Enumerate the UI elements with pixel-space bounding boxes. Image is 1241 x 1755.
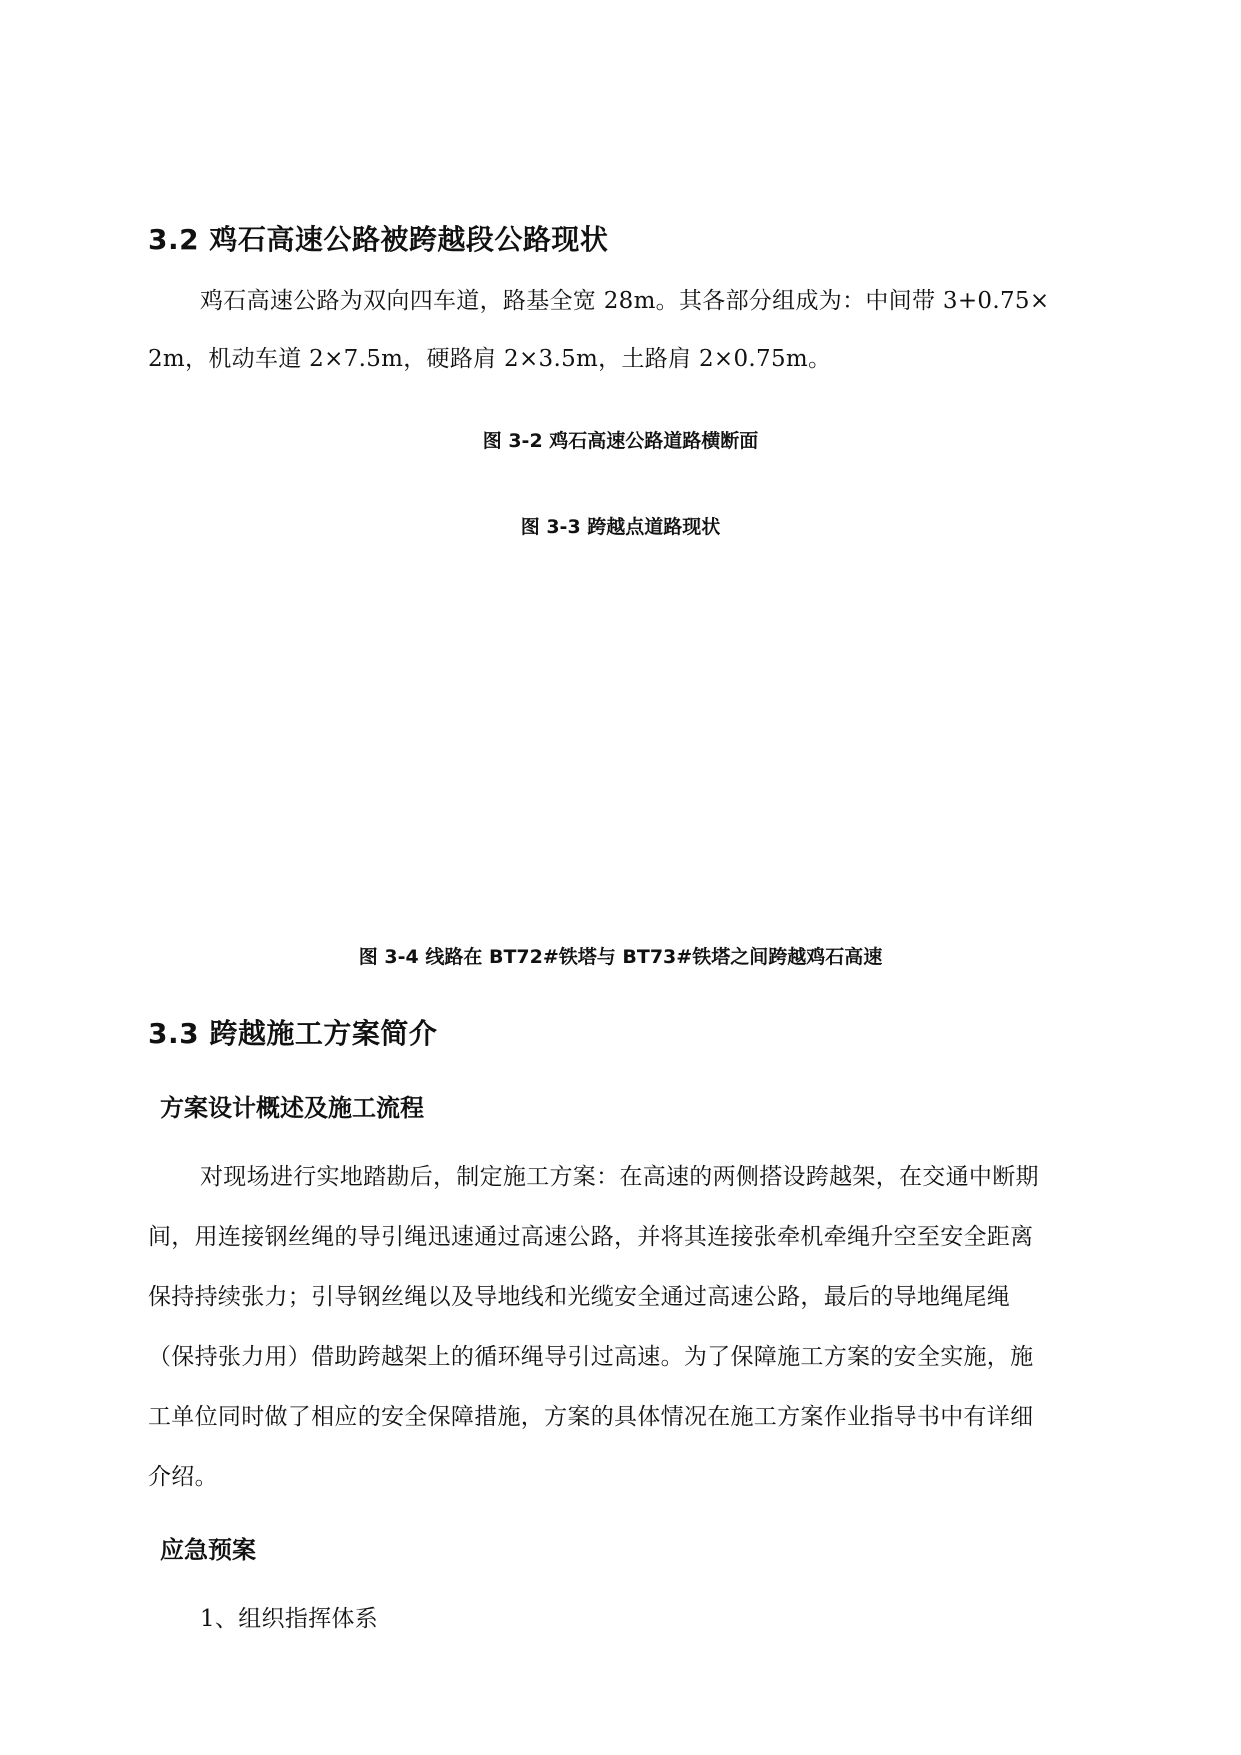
figure-placeholder bbox=[150, 560, 1090, 920]
paragraph-line: 对现场进行实地踏勘后，制定施工方案：在高速的两侧搭设跨越架，在交通中断期 bbox=[200, 1164, 1039, 1190]
subsection-heading-plan: 方案设计概述及施工流程 bbox=[160, 1094, 424, 1122]
paragraph-line: （保持张力用）借助跨越架上的循环绳导引过高速。为了保障施工方案的安全实施，施 bbox=[148, 1344, 1034, 1370]
paragraph-line: 间，用连接钢丝绳的导引绳迅速通过高速公路，并将其连接张牵机牵绳升空至安全距离 bbox=[148, 1224, 1034, 1250]
section-heading-3-2: 3.2 鸡石高速公路被跨越段公路现状 bbox=[148, 223, 609, 256]
paragraph-line: 2m，机动车道 2×7.5m，硬路肩 2×3.5m，土路肩 2×0.75m。 bbox=[148, 346, 832, 372]
paragraph-line: 工单位同时做了相应的安全保障措施，方案的具体情况在施工方案作业指导书中有详细 bbox=[148, 1404, 1034, 1430]
figure-caption-3-4: 图 3-4 线路在 BT72#铁塔与 BT73#铁塔之间跨越鸡石高速 bbox=[358, 946, 883, 968]
figure-caption-3-3: 图 3-3 跨越点道路现状 bbox=[520, 516, 721, 538]
list-item: 1、组织指挥体系 bbox=[200, 1606, 379, 1632]
paragraph-line: 保持持续张力；引导钢丝绳以及导地线和光缆安全通过高速公路，最后的导地绳尾绳 bbox=[148, 1284, 1011, 1310]
section-heading-3-3: 3.3 跨越施工方案简介 bbox=[148, 1017, 438, 1050]
paragraph-line: 介绍。 bbox=[148, 1464, 218, 1490]
figure-caption-3-2: 图 3-2 鸡石高速公路道路横断面 bbox=[482, 430, 759, 452]
paragraph-line: 鸡石高速公路为双向四车道，路基全宽 28m。其各部分组成为：中间带 3+0.75× bbox=[200, 288, 1050, 314]
subsection-heading-emergency: 应急预案 bbox=[160, 1536, 256, 1564]
